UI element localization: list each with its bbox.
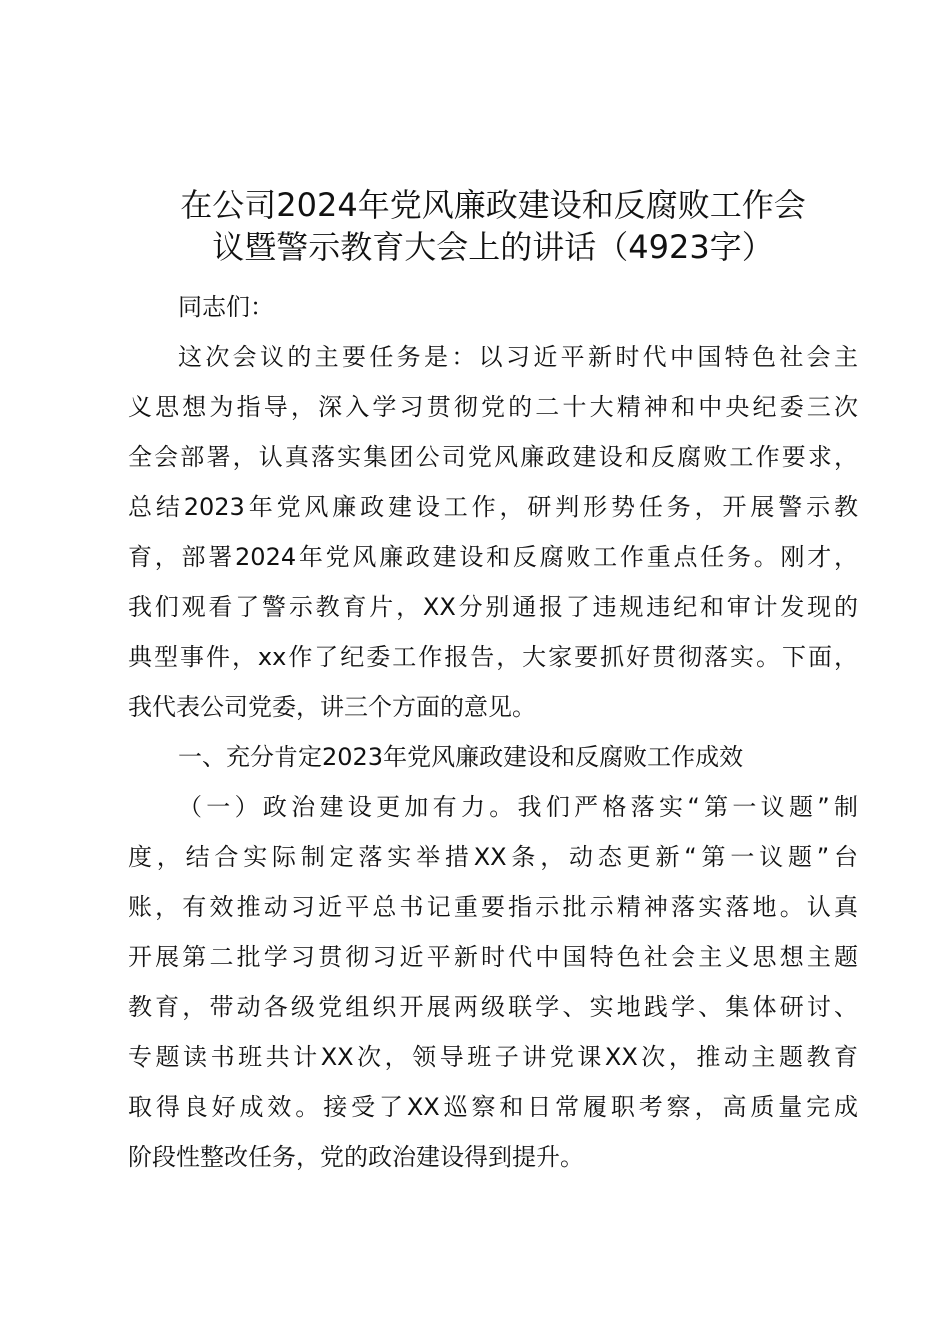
paragraph-line: 度，结合实际制定落实举措XX条，动态更新“第一议题”台 — [128, 843, 858, 871]
document-page — [128, 0, 858, 1344]
paragraph-line: 全会部署，认真落实集团公司党风廉政建设和反腐败工作要求， — [128, 443, 858, 471]
section-heading-1: 一、充分肯定2023年党风廉政建设和反腐败工作成效 — [178, 743, 744, 771]
title-line-2: 议暨警示教育大会上的讲话（4923字） — [212, 228, 774, 266]
title-line-1: 在公司2024年党风廉政建设和反腐败工作会 — [180, 186, 806, 224]
paragraph-line: 阶段性整改任务，党的政治建设得到提升。 — [128, 1143, 584, 1171]
paragraph-line: 总结2023年党风廉政建设工作，研判形势任务，开展警示教 — [128, 493, 858, 521]
paragraph-line: 我代表公司党委，讲三个方面的意见。 — [128, 693, 536, 721]
document-body — [128, 282, 858, 1182]
salutation: 同志们： — [178, 293, 274, 321]
paragraph-2 — [128, 782, 858, 1182]
paragraph-line: 育，部署2024年党风廉政建设和反腐败工作重点任务。刚才， — [128, 543, 858, 571]
paragraph-line: 义思想为指导，深入学习贯彻党的二十大精神和中央纪委三次 — [128, 393, 858, 421]
paragraph-line: 账，有效推动习近平总书记重要指示批示精神落实落地。认真 — [128, 893, 858, 921]
paragraph-line: 典型事件，xx作了纪委工作报告，大家要抓好贯彻落实。下面， — [128, 643, 858, 671]
paragraph-line: 教育，带动各级党组织开展两级联学、实地践学、集体研讨、 — [128, 993, 858, 1021]
paragraph-1 — [128, 332, 858, 732]
paragraph-line: （一）政治建设更加有力。我们严格落实“第一议题”制 — [178, 793, 858, 821]
paragraph-line: 专题读书班共计XX次，领导班子讲党课XX次，推动主题教育 — [128, 1043, 858, 1071]
paragraph-line: 取得良好成效。接受了XX巡察和日常履职考察，高质量完成 — [128, 1093, 858, 1121]
paragraph-line: 开展第二批学习贯彻习近平新时代中国特色社会主义思想主题 — [128, 943, 858, 971]
paragraph-line: 我们观看了警示教育片，XX分别通报了违规违纪和审计发现的 — [128, 593, 858, 621]
paragraph-line: 这次会议的主要任务是：以习近平新时代中国特色社会主 — [178, 343, 858, 371]
document-title — [118, 184, 868, 268]
